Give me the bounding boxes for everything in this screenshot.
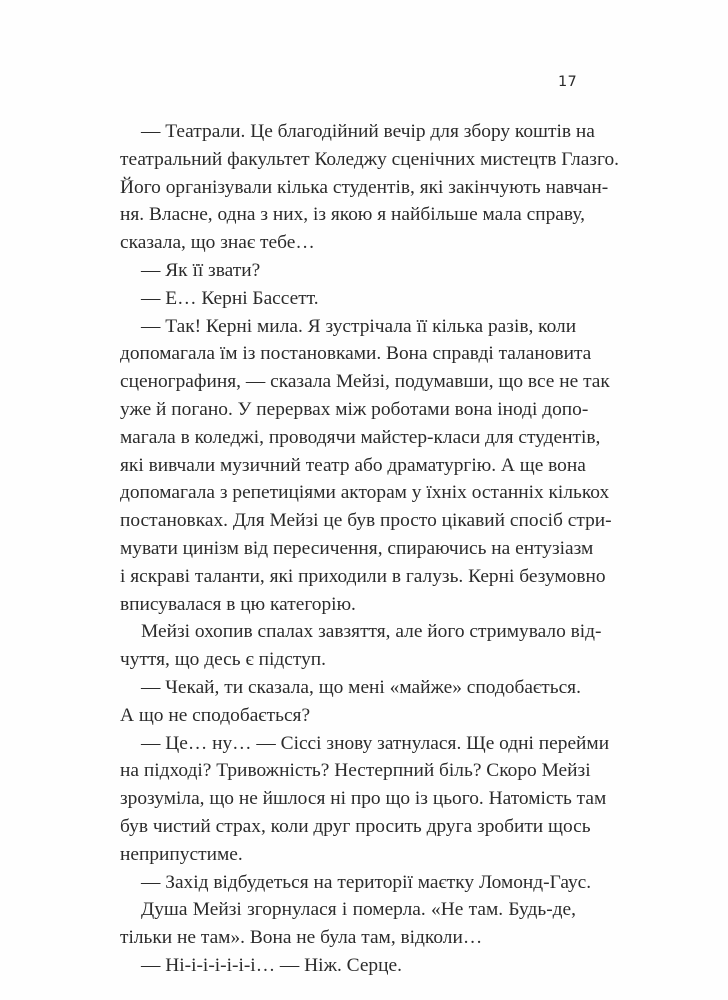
text-line: — Театрали. Це благодійний вечір для збору коштів на xyxy=(141,121,595,142)
text-line: неприпустиме. xyxy=(120,843,243,865)
text-line: — Е… Керні Бассетт. xyxy=(141,287,319,309)
text-line: — Чекай, ти сказала, що мені «майже» сподобається. xyxy=(141,676,581,698)
text-line: мувати цинізм від пересичення, спираючись на ентузіазм xyxy=(120,537,594,559)
text-line: уже й погано. У перервах між роботами вона іноді допо- xyxy=(120,398,589,420)
text-line: театральний факультет Коледжу сценічних мистецтв Глазго. xyxy=(120,148,619,170)
text-line: А що не сподобається? xyxy=(120,704,311,726)
text-line: які вивчали музичний театр або драматургію. А ще вона xyxy=(120,454,586,476)
text-line: сценографиня, — сказала Мейзі, подумавши, що все не так xyxy=(120,371,610,393)
text-line: був чистий страх, коли друг просить друга зробити щось xyxy=(120,815,591,837)
text-line: Мейзі охопив спалах завзяття, але його стримувало від- xyxy=(141,621,602,643)
text-line: допомагала з репетиціями акторам у їхніх останніх кількох xyxy=(120,482,610,504)
text-line: — Так! Керні мила. Я зустрічала її кілька разів, коли xyxy=(141,315,577,337)
text-line: на підході? Тривожність? Нестерпний біль? Скоро Мейзі xyxy=(120,760,591,782)
text-line: Душа Мейзі згорнулася і померла. «Не там. Будь-де, xyxy=(141,899,576,921)
page-number: 17 xyxy=(557,74,577,90)
text-line: сказала, що знає тебе… xyxy=(120,232,315,254)
text-line: — Hi-i-i-i-i-i-i… — Ніж. Серце. xyxy=(141,954,402,976)
body-text xyxy=(120,118,619,980)
text-line: тільки не там». Вона не була там, відколи… xyxy=(120,927,483,949)
text-line: Його організували кілька студентів, які закінчують навчан- xyxy=(120,176,609,198)
text-line: магала в коледжі, проводячи майстер-класи для студентів, xyxy=(120,426,601,448)
text-line: допомагала їм із постановками. Вона справді талановита xyxy=(120,343,592,365)
text-line: — Захід відбудеться на території маєтку Ломонд-Гаус. xyxy=(141,871,592,893)
text-line: постановках. Для Мейзі це був просто цікавий спосіб стри- xyxy=(120,510,612,532)
text-line: — Як її звати? xyxy=(141,259,261,281)
text-line: і яскраві таланти, які приходили в галузь. Керні безумовно xyxy=(120,565,606,587)
text-line: — Це… ну… — Сіссі знову затнулася. Ще одні перейми xyxy=(141,732,610,754)
text-line: зрозуміла, що не йшлося ні про що із цього. Натомість там xyxy=(120,788,607,810)
text-line: ня. Власне, одна з них, із якою я найбільше мала справу, xyxy=(120,204,585,226)
text-line: чуття, що десь є підступ. xyxy=(120,649,327,671)
text-line: вписувалася в цю категорію. xyxy=(120,593,356,615)
